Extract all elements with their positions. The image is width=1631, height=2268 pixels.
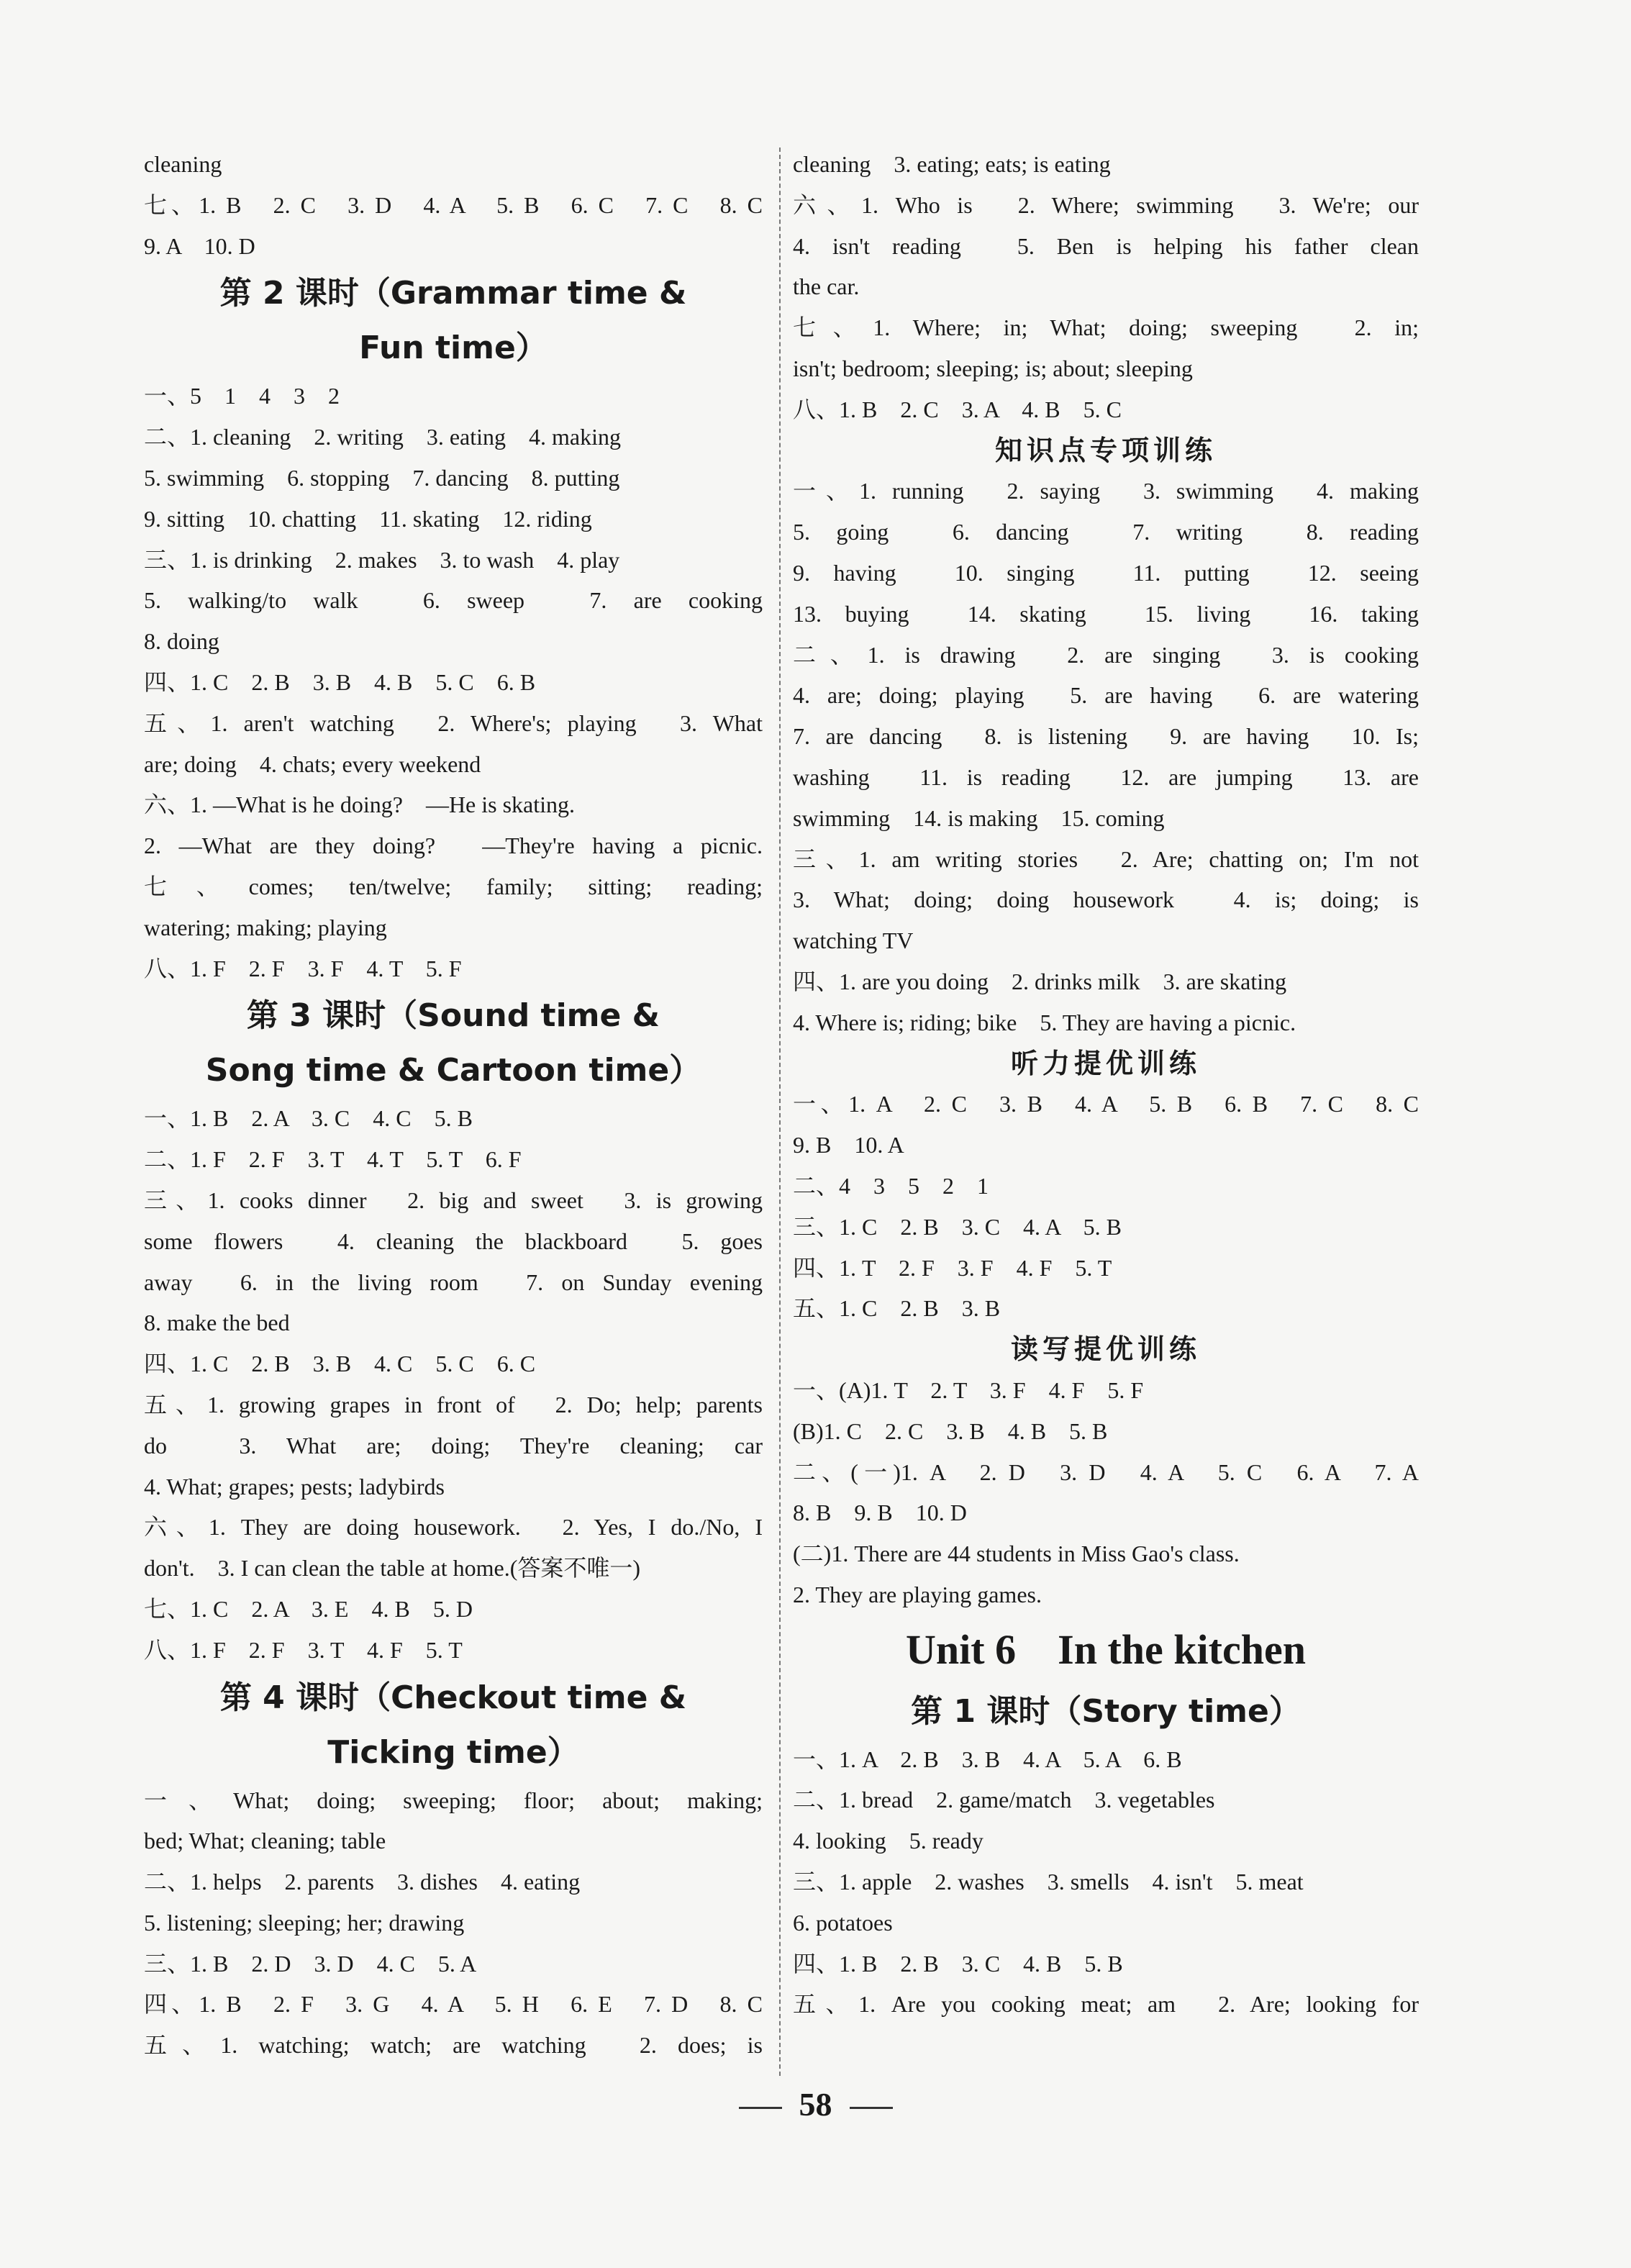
answer-line: 9. having 10. singing 11. putting 12. seeing <box>793 559 1419 586</box>
answer-line: 6. potatoes <box>793 1909 893 1936</box>
answer-line: 二、1. F 2. F 3. T 4. T 5. T 6. F <box>144 1146 522 1173</box>
page-number: 58 <box>799 2086 832 2123</box>
answer-line: 三、1. am writing stories 2. Are; chatting on; I'm not <box>793 845 1419 872</box>
answer-line: 六、1. Who is 2. Where; swimming 3. We're; our <box>793 191 1419 218</box>
answer-line: 5. swimming 6. stopping 7. dancing 8. putting <box>144 464 620 491</box>
answer-line: 7. are dancing 8. is listening 9. are having 10. Is; <box>793 723 1419 750</box>
answer-line: 4. What; grapes; pests; ladybirds <box>144 1473 445 1500</box>
answer-line: 二、1. bread 2. game/match 3. vegetables <box>793 1787 1215 1813</box>
unit-title: Unit 6 In the kitchen <box>906 1625 1306 1673</box>
answer-line: 一、1. running 2. saying 3. swimming 4. making <box>793 478 1419 504</box>
section-heading: 听力提优训练 <box>1010 1047 1201 1079</box>
answer-line: 二、1. is drawing 2. are singing 3. is cooking <box>793 641 1419 668</box>
answer-line: 一、5 1 4 3 2 <box>144 383 340 409</box>
answer-line: 五、1. watching; watch; are watching 2. does; is <box>144 2032 763 2059</box>
answer-line: 三、1. apple 2. washes 3. smells 4. isn't 5. meat <box>793 1869 1304 1895</box>
answer-line: 4. are; doing; playing 5. are having 6. are watering <box>793 682 1419 709</box>
answer-line: 2. —What are they doing? —They're having a picnic. <box>144 833 763 859</box>
answer-line: (二)1. There are 44 students in Miss Gao's class. <box>793 1541 1240 1567</box>
answer-line: 5. going 6. dancing 7. writing 8. reading <box>793 519 1419 545</box>
answer-line: cleaning <box>144 151 222 177</box>
answer-line: 五、1. aren't watching 2. Where's; playing 3. What <box>144 709 763 736</box>
answer-line: 8. make the bed <box>144 1310 290 1336</box>
answer-line: swimming 14. is making 15. coming <box>793 804 1165 831</box>
right-column <box>793 144 1419 2025</box>
footer-dash-left <box>739 2107 782 2109</box>
section-heading: Fun time） <box>359 330 548 367</box>
answer-line: 八、1. F 2. F 3. T 4. F 5. T <box>144 1636 463 1663</box>
answer-line: 六、1. —What is he doing? —He is skating. <box>144 791 576 818</box>
answer-line: 四、1. B 2. B 3. C 4. B 5. B <box>793 1950 1123 1977</box>
section-heading: 第 3 课时（Sound time & <box>246 997 660 1035</box>
answer-line: watching TV <box>793 927 914 954</box>
footer-dash-right <box>850 2107 893 2109</box>
section-heading: 第 1 课时（Story time） <box>911 1692 1301 1730</box>
answer-line: 三、1. B 2. D 3. D 4. C 5. A <box>144 1950 477 1977</box>
answer-line: 七、1. C 2. A 3. E 4. B 5. D <box>144 1595 473 1622</box>
answer-line: 13. buying 14. skating 15. living 16. taking <box>793 600 1419 627</box>
answer-line: are; doing 4. chats; every weekend <box>144 750 481 777</box>
answer-line: (B)1. C 2. C 3. B 4. B 5. B <box>793 1418 1108 1444</box>
section-heading: Ticking time） <box>327 1733 579 1771</box>
answer-line: 五、1. Are you cooking meat; am 2. Are; looking for <box>793 1991 1419 2018</box>
answer-line: 七、comes; ten/twelve; family; sitting; reading; <box>144 873 763 899</box>
answer-line: 二、(一)1. A 2. D 3. D 4. A 5. C 6. A 7. A <box>793 1459 1419 1485</box>
column-divider <box>779 148 781 2076</box>
page-number-footer <box>0 2085 1631 2123</box>
answer-line: do 3. What are; doing; They're cleaning; car <box>144 1432 763 1459</box>
answer-line: the car. <box>793 273 860 300</box>
answer-line: away 6. in the living room 7. on Sunday evening <box>144 1269 763 1295</box>
answer-line: 5. walking/to walk 6. sweep 7. are cooking <box>144 587 763 614</box>
answer-line: 五、1. growing grapes in front of 2. Do; help; parents <box>144 1391 763 1418</box>
answer-line: 七、1. Where; in; What; doing; sweeping 2. in; <box>793 314 1419 341</box>
answer-line: 8. B 9. B 10. D <box>793 1500 967 1526</box>
answer-line: 四、1. are you doing 2. drinks milk 3. are skating <box>793 968 1287 994</box>
answer-line: 9. A 10. D <box>144 232 255 259</box>
answer-line: 二、4 3 5 2 1 <box>793 1172 989 1199</box>
answer-line: 3. What; doing; doing housework 4. is; doing; is <box>793 886 1419 913</box>
answer-line: 二、1. cleaning 2. writing 3. eating 4. making <box>144 424 622 450</box>
section-heading: 读写提优训练 <box>1010 1333 1201 1366</box>
answer-line: 四、1. C 2. B 3. B 4. C 5. C 6. C <box>144 1351 536 1377</box>
answer-line: 一、1. B 2. A 3. C 4. C 5. B <box>144 1105 473 1132</box>
answer-line: 二、1. helps 2. parents 3. dishes 4. eating <box>144 1869 581 1895</box>
section-heading: 第 4 课时（Checkout time & <box>219 1679 687 1716</box>
answer-line: 八、1. B 2. C 3. A 4. B 5. C <box>793 396 1122 422</box>
section-heading: 知识点专项训练 <box>994 434 1217 466</box>
left-column <box>144 144 763 2066</box>
answer-line: 七、1. B 2. C 3. D 4. A 5. B 6. C 7. C 8. C <box>144 191 763 218</box>
section-heading: Song time & Cartoon time） <box>205 1052 701 1089</box>
answer-line: washing 11. is reading 12. are jumping 13. are <box>793 763 1419 790</box>
answer-line: 9. B 10. A <box>793 1132 904 1158</box>
answer-line: 三、1. is drinking 2. makes 3. to wash 4. play <box>144 546 620 573</box>
answer-line: 四、1. T 2. F 3. F 4. F 5. T <box>793 1254 1112 1281</box>
section-heading: 第 2 课时（Grammar time & <box>219 275 687 312</box>
answer-line: 四、1. C 2. B 3. B 4. B 5. C 6. B <box>144 668 536 695</box>
answer-line: 一、1. A 2. B 3. B 4. A 5. A 6. B <box>793 1746 1182 1772</box>
answer-line: 一、(A)1. T 2. T 3. F 4. F 5. F <box>793 1376 1144 1403</box>
answer-line: bed; What; cleaning; table <box>144 1828 386 1854</box>
answer-line: 六、1. They are doing housework. 2. Yes, I do./No, I <box>144 1514 763 1541</box>
answer-line: some flowers 4. cleaning the blackboard 5. goes <box>144 1228 763 1254</box>
answer-line: 2. They are playing games. <box>793 1581 1042 1607</box>
answer-line: 4. isn't reading 5. Ben is helping his father clean <box>793 232 1419 259</box>
answer-line: 9. sitting 10. chatting 11. skating 12. riding <box>144 505 592 532</box>
answer-line: 一、What; doing; sweeping; floor; about; making; <box>144 1787 763 1813</box>
answer-line: 一、1. A 2. C 3. B 4. A 5. B 6. B 7. C 8. C <box>793 1091 1419 1117</box>
answer-line: 8. doing <box>144 628 219 655</box>
answer-line: don't. 3. I can clean the table at home.(答案不唯一) <box>144 1555 641 1582</box>
answer-line: watering; making; playing <box>144 914 387 940</box>
answer-line: cleaning 3. eating; eats; is eating <box>793 151 1111 177</box>
answer-line: 八、1. F 2. F 3. F 4. T 5. F <box>144 955 462 981</box>
answer-line: 5. listening; sleeping; her; drawing <box>144 1909 465 1936</box>
answer-line: 4. looking 5. ready <box>793 1828 983 1854</box>
answer-line: 五、1. C 2. B 3. B <box>793 1295 1001 1322</box>
answer-line: 4. Where is; riding; bike 5. They are having a picnic. <box>793 1009 1296 1035</box>
answer-line: 四、1. B 2. F 3. G 4. A 5. H 6. E 7. D 8. C <box>144 1991 763 2018</box>
answer-line: 三、1. C 2. B 3. C 4. A 5. B <box>793 1213 1122 1240</box>
answer-line: 三、1. cooks dinner 2. big and sweet 3. is growing <box>144 1187 763 1213</box>
answer-line: isn't; bedroom; sleeping; is; about; sleeping <box>793 355 1193 381</box>
